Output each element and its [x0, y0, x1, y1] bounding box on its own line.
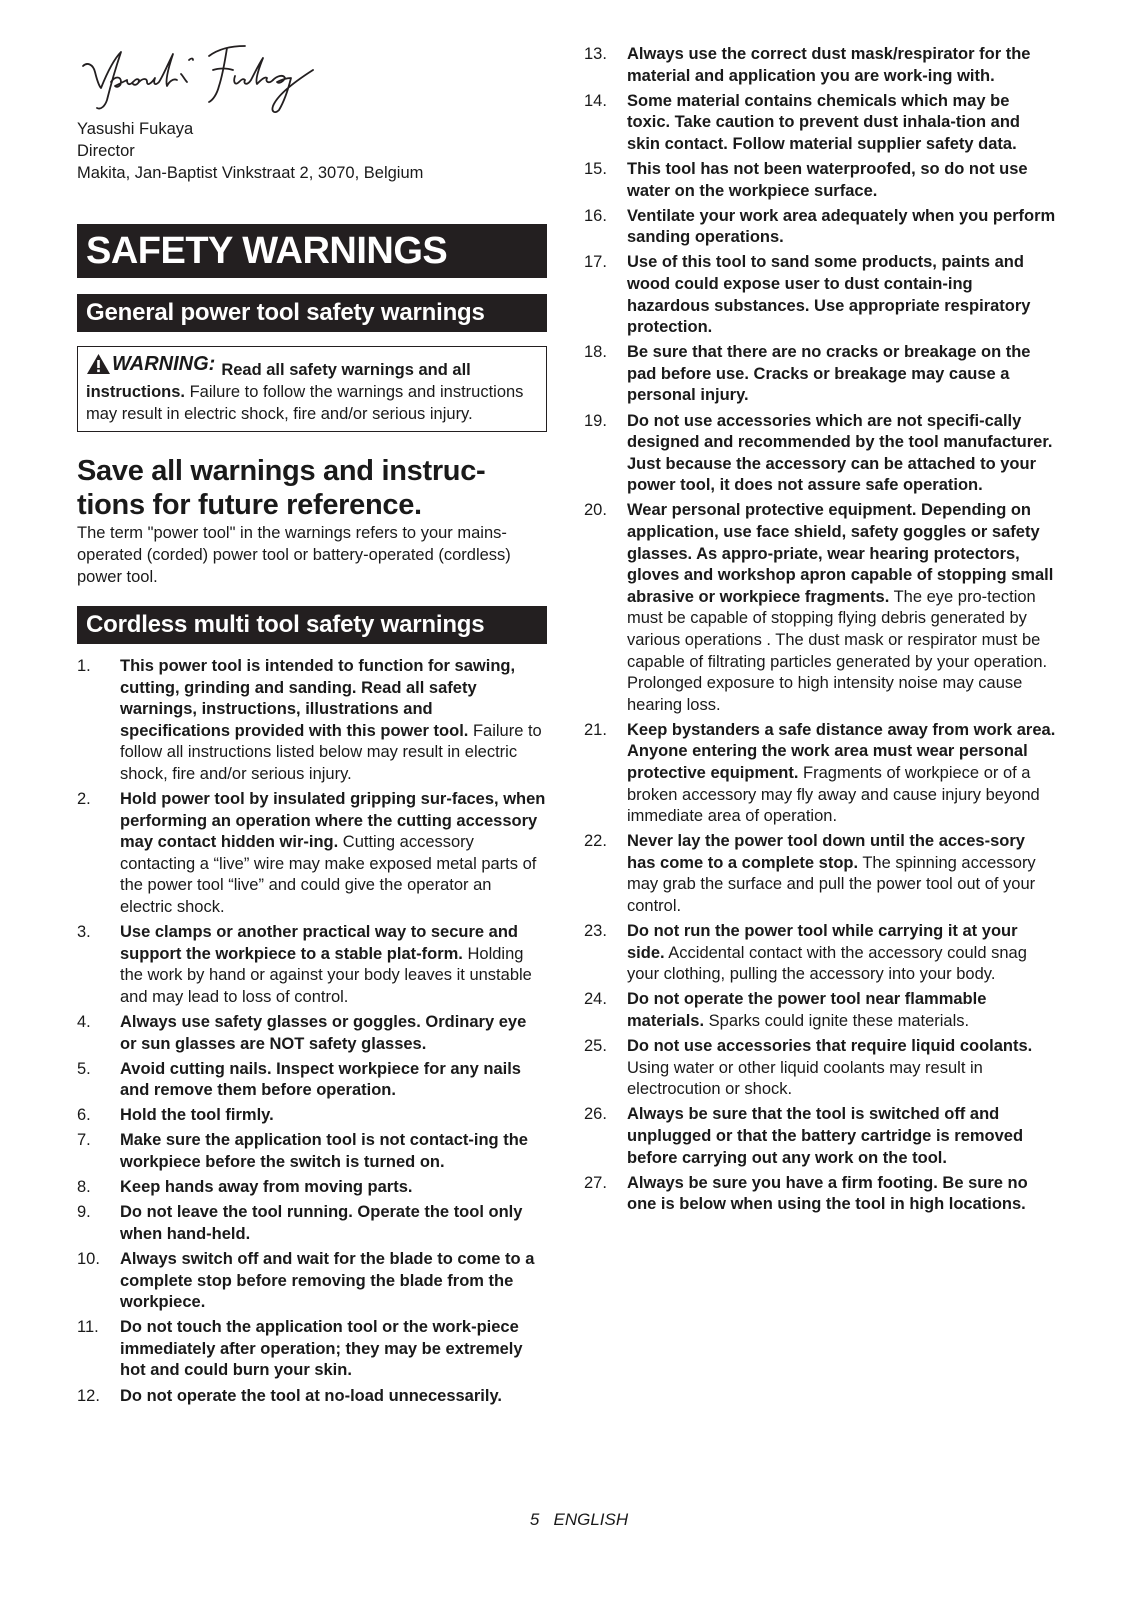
list-item [584, 159, 1057, 202]
item-number: 23. [584, 922, 607, 941]
item-bold-text: Do not use accessories which are not specifi-cally designed and recommended by the tool manufacturer. Just because the accessory can be attached to your power tool, it does not assure safe operation. [627, 411, 1053, 495]
list-item [584, 921, 1057, 986]
item-number: 16. [584, 206, 607, 225]
item-number: 10. [77, 1249, 100, 1268]
item-number: 11. [77, 1318, 99, 1337]
item-text: Fragments of workpiece or of a broken accessory may fly away and cause injury beyond immediate area of operation. [627, 764, 1040, 826]
list-item [77, 1177, 547, 1199]
item-number: 20. [584, 501, 607, 520]
item-bold-text: Keep hands away from moving parts. [120, 1178, 413, 1197]
list-item [77, 1386, 547, 1408]
item-number: 25. [584, 1037, 607, 1056]
list-item [77, 1059, 547, 1102]
warning-head [86, 353, 221, 375]
item-text: The spinning accessory may grab the surface and pull the power tool out of your control. [627, 853, 1036, 916]
list-item [584, 500, 1057, 716]
list-item [584, 44, 1057, 87]
item-number: 26. [584, 1105, 607, 1124]
item-bold-text: Ventilate your work area adequately when you perform sanding operations. [627, 206, 1056, 247]
item-number: 8. [77, 1178, 91, 1197]
list-item [584, 989, 1057, 1032]
item-bold-text: Do not operate the power tool near flammable materials. [627, 990, 987, 1031]
item-bold-text: Do not operate the tool at no-load unnecessarily. [120, 1386, 502, 1405]
list-item [77, 1202, 547, 1245]
item-bold-text: This tool has not been waterproofed, so do not use water on the workpiece surface. [627, 159, 1028, 200]
signature-image [77, 40, 317, 114]
item-bold-text: Do not touch the application tool or the work-piece immediately after operation; they may be extremely hot and could burn your skin. [120, 1318, 523, 1380]
item-bold-text: Be sure that there are no cracks or breakage on the pad before use. Cracks or breakage may cause a personal injury. [627, 343, 1031, 405]
item-bold-text: Always use safety glasses or goggles. Ordinary eye or sun glasses are NOT safety glasses. [120, 1013, 527, 1053]
warning-bold-text: Read all safety warnings and all instructions. [86, 361, 471, 401]
list-item [584, 1173, 1057, 1216]
item-bold-text: Never lay the power tool down until the acces-sory has come to a complete stop. [627, 832, 1025, 872]
item-bold-text: Avoid cutting nails. Inspect workpiece for any nails and remove them before operation. [120, 1059, 521, 1100]
item-number: 7. [77, 1131, 91, 1150]
item-number: 19. [584, 411, 607, 430]
signer-role: Director [77, 142, 135, 160]
warnings-list-right [584, 44, 1057, 1216]
cordless-heading: Cordless multi tool safety warnings [77, 606, 547, 644]
item-bold-text: This power tool is intended to function for sawing, cutting, grinding and sanding. Read all safety warnings, instructions, illustrations and specifications provided with this power tool. [120, 657, 516, 740]
list-item [77, 656, 547, 786]
warnings-list-left [77, 656, 547, 1407]
item-bold-text: Do not run the power tool while carrying it at your side. [627, 922, 1018, 962]
list-item [584, 252, 1057, 338]
list-item [77, 1105, 547, 1127]
warning-text: Failure to follow the warnings and instructions may result in electric shock, fire and/or serious injury. [86, 383, 524, 423]
list-item [584, 720, 1057, 828]
list-item [77, 922, 547, 1008]
list-item [584, 206, 1057, 249]
item-text: Accidental contact with the accessory could snag your clothing, pulling the accessory into your body. [627, 943, 1027, 984]
item-number: 6. [77, 1106, 91, 1125]
save-heading: Save all warnings and instruc-tions for future reference. [77, 455, 486, 521]
item-number: 1. [77, 657, 91, 675]
item-bold-text: Always use the correct dust mask/respirator for the material and application you are work-ing with. [627, 45, 1031, 85]
item-number: 9. [77, 1203, 91, 1222]
item-bold-text: Always switch off and wait for the blade to come to a complete stop before removing the blade from the workpiece. [120, 1249, 535, 1312]
item-bold-text: Do not use accessories that require liquid coolants. [627, 1037, 1033, 1056]
item-text: Cutting accessory contacting a “live” wire may make exposed metal parts of the power tool “live” and could give the operator an electric shock. [120, 833, 537, 917]
warning-box [77, 346, 547, 432]
item-number: 18. [584, 343, 607, 362]
left-column [77, 40, 547, 1411]
item-number: 17. [584, 253, 607, 272]
item-number: 12. [77, 1386, 100, 1405]
item-number: 27. [584, 1173, 607, 1192]
item-bold-text: Always be sure that the tool is switched off and unplugged or that the battery cartridge is removed before carrying out any work on the tool. [627, 1105, 1024, 1167]
item-number: 2. [77, 790, 91, 809]
item-bold-text: Wear personal protective equipment. Depending on application, use face shield, safety goggles or safety glasses. As appro-priate, wear hearing protectors, gloves and workshop apron capable of stopping small abrasive or workpiece fragments. [627, 501, 1054, 606]
page-title: SAFETY WARNINGS [77, 224, 547, 278]
item-number: 22. [584, 832, 607, 851]
right-column [584, 44, 1057, 1219]
signer-block [77, 118, 547, 184]
item-bold-text: Hold power tool by insulated gripping sur-faces, when performing an operation where the cutting accessory may contact hidden wir-ing. [120, 790, 546, 852]
list-item [77, 1249, 547, 1314]
item-text: Holding the work by hand or against your body leaves it unstable and may lead to loss of control. [120, 944, 532, 1006]
item-text: Failure to follow all instructions listed below may result in electric shock, fire and/or serious injury. [120, 721, 542, 783]
warning-triangle-icon [86, 353, 111, 375]
item-number: 15. [584, 159, 607, 178]
item-number: 3. [77, 923, 91, 942]
item-bold-text: Use of this tool to sand some products, paints and wood could expose user to dust contain-ing hazardous substances. Use appropriate respiratory protection. [627, 253, 1031, 337]
list-item [77, 1317, 547, 1382]
list-item [584, 1036, 1057, 1101]
item-number: 4. [77, 1013, 91, 1031]
item-text: Using water or other liquid coolants may result in electrocution or shock. [627, 1058, 983, 1099]
list-item [584, 1104, 1057, 1169]
item-bold-text: Some material contains chemicals which may be toxic. Take caution to prevent dust inhala-tion and skin contact. Follow material supplier safety data. [627, 91, 1020, 153]
general-heading: General power tool safety warnings [77, 294, 547, 332]
signer-address: Makita, Jan-Baptist Vinkstraat 2, 3070, Belgium [77, 164, 424, 182]
list-item [77, 789, 547, 919]
list-item [584, 831, 1057, 917]
list-item [584, 342, 1057, 407]
item-bold-text: Make sure the application tool is not contact-ing the workpiece before the switch is turned on. [120, 1131, 528, 1172]
item-bold-text: Do not leave the tool running. Operate the tool only when hand-held. [120, 1203, 523, 1243]
page-footer: 5 ENGLISH [529, 1510, 629, 1529]
item-bold-text: Use clamps or another practical way to secure and support the workpiece to a stable plat-form. [120, 923, 518, 963]
item-bold-text: Always be sure you have a firm footing. Be sure no one is below when using the tool in high locations. [627, 1173, 1028, 1214]
item-text: The eye pro-tection must be capable of stopping flying debris generated by various operations . The dust mask or respirator must be capable of filtrating particles generated by your operation. Prolonged exposure to high intensity noise may cause hearing loss. [627, 587, 1048, 714]
save-text: The term "power tool" in the warnings refers to your mains-operated (corded) power tool or battery-operated (cordless) power tool. [77, 524, 511, 586]
item-text: Sparks could ignite these materials. [704, 1012, 970, 1031]
item-number: 5. [77, 1059, 91, 1078]
item-number: 13. [584, 45, 607, 63]
list-item [584, 91, 1057, 156]
item-bold-text: Keep bystanders a safe distance away from work area. Anyone entering the work area must wear personal protective equipment. [627, 720, 1056, 782]
signer-name: Yasushi Fukaya [77, 120, 194, 138]
list-item [77, 1012, 547, 1055]
list-item [584, 411, 1057, 497]
list-item [77, 1130, 547, 1173]
item-bold-text: Hold the tool firmly. [120, 1106, 274, 1125]
warning-word: WARNING: [112, 353, 216, 375]
item-number: 21. [584, 720, 607, 739]
item-number: 14. [584, 91, 607, 110]
item-number: 24. [584, 990, 607, 1009]
